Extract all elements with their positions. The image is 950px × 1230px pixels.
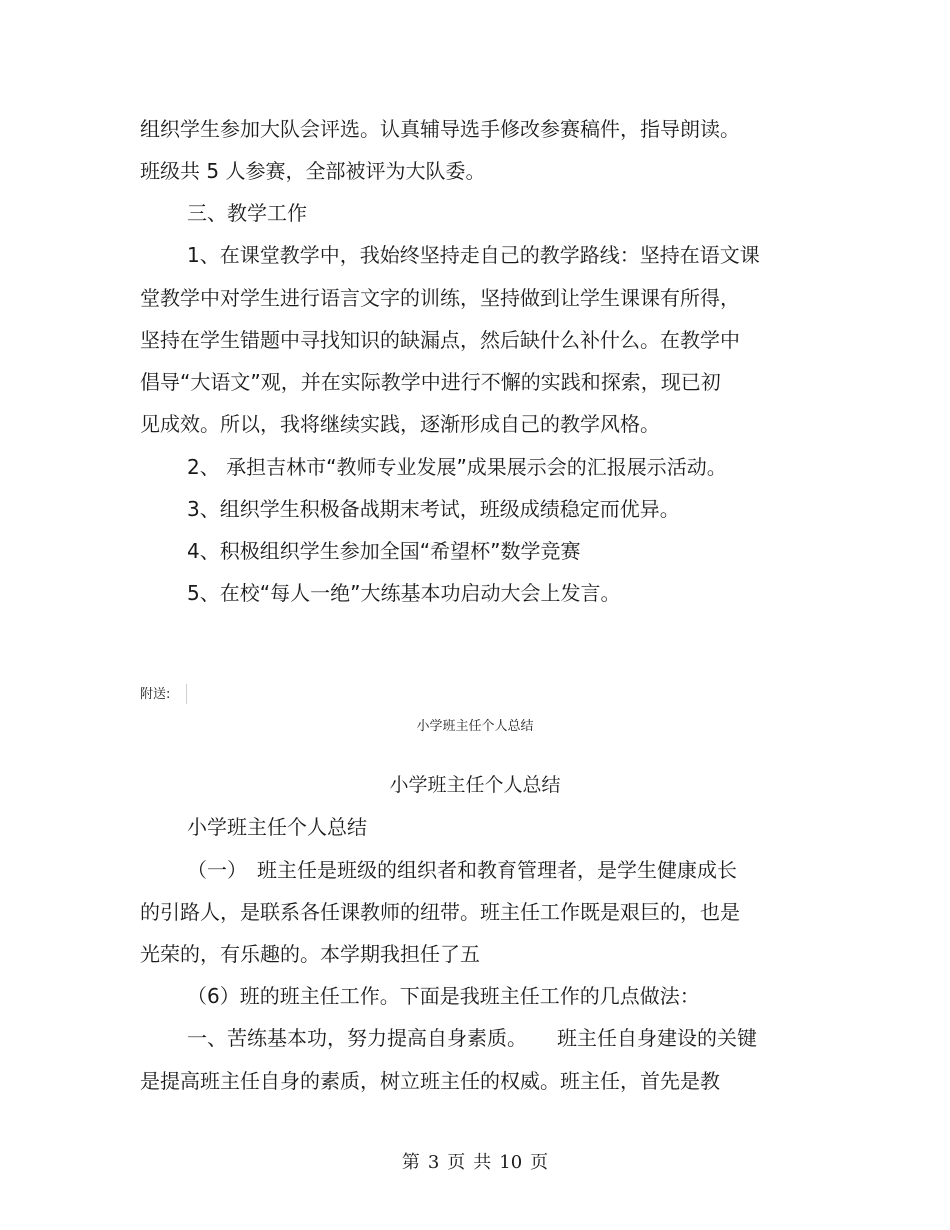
list-item: 2、 承担吉林市“教师专业发展”成果展示会的汇报展示活动。 — [187, 455, 727, 479]
page-title: 小学班主任个人总结 — [389, 774, 561, 796]
text-line: 的引路人，是联系各任课教师的纽带。班主任工作既是艰巨的，也是 — [140, 900, 740, 924]
footer-suffix: 页 — [530, 1152, 549, 1173]
footer-page-word: 页 — [447, 1152, 466, 1173]
text-line: 1、在课堂教学中，我始终坚持走自己的教学路线：坚持在语文课 — [187, 243, 760, 267]
text-line: 堂教学中对学生进行语言文字的训练，坚持做到让学生课课有所得， — [140, 286, 740, 310]
list-item: 5、在校“每人一绝”大练基本功启动大会上发言。 — [187, 581, 621, 605]
footer-page-number: 3 — [427, 1152, 440, 1173]
footer-total-pages: 10 — [499, 1152, 523, 1173]
page-footer — [0, 1152, 950, 1174]
text-line: 一、苦练基本功，努力提高自身素质。 班主任自身建设的关键 — [187, 1026, 757, 1050]
text-line: 坚持在学生错题中寻找知识的缺漏点，然后缺什么补什么。在教学中 — [140, 328, 740, 352]
text-line: 组织学生参加大队会评选。认真辅导选手修改参赛稿件，指导朗读。 — [140, 117, 740, 141]
list-item: 4、积极组织学生参加全国“希望杯”数学竞赛 — [187, 539, 581, 563]
text-line: 见成效。所以，我将继续实践，逐渐形成自己的教学风格。 — [140, 412, 660, 436]
attachment-label: 附送: — [140, 687, 171, 702]
text-line: （一） 班主任是班级的组织者和教育管理者，是学生健康成长 — [187, 858, 737, 882]
subtitle: 小学班主任个人总结 — [187, 815, 367, 839]
section-heading: 三、教学工作 — [187, 201, 307, 225]
text-line: 倡导“大语文”观，并在实际教学中进行不懈的实践和探索，现已初 — [140, 370, 721, 394]
text-line: （6）班的班主任工作。下面是我班主任工作的几点做法： — [187, 984, 700, 1008]
list-item: 3、组织学生积极备战期末考试，班级成绩稳定而优异。 — [187, 497, 680, 521]
text-line: 光荣的，有乐趣的。本学期我担任了五 — [140, 942, 480, 966]
text-line: 是提高班主任自身的素质，树立班主任的权威。班主任，首先是教 — [140, 1069, 720, 1093]
footer-of: 共 — [473, 1152, 492, 1173]
divider — [186, 684, 187, 704]
footer-prefix: 第 — [401, 1152, 420, 1173]
attachment-small-title: 小学班主任个人总结 — [416, 719, 534, 734]
text-line: 班级共 5 人参赛，全部被评为大队委。 — [140, 159, 486, 183]
